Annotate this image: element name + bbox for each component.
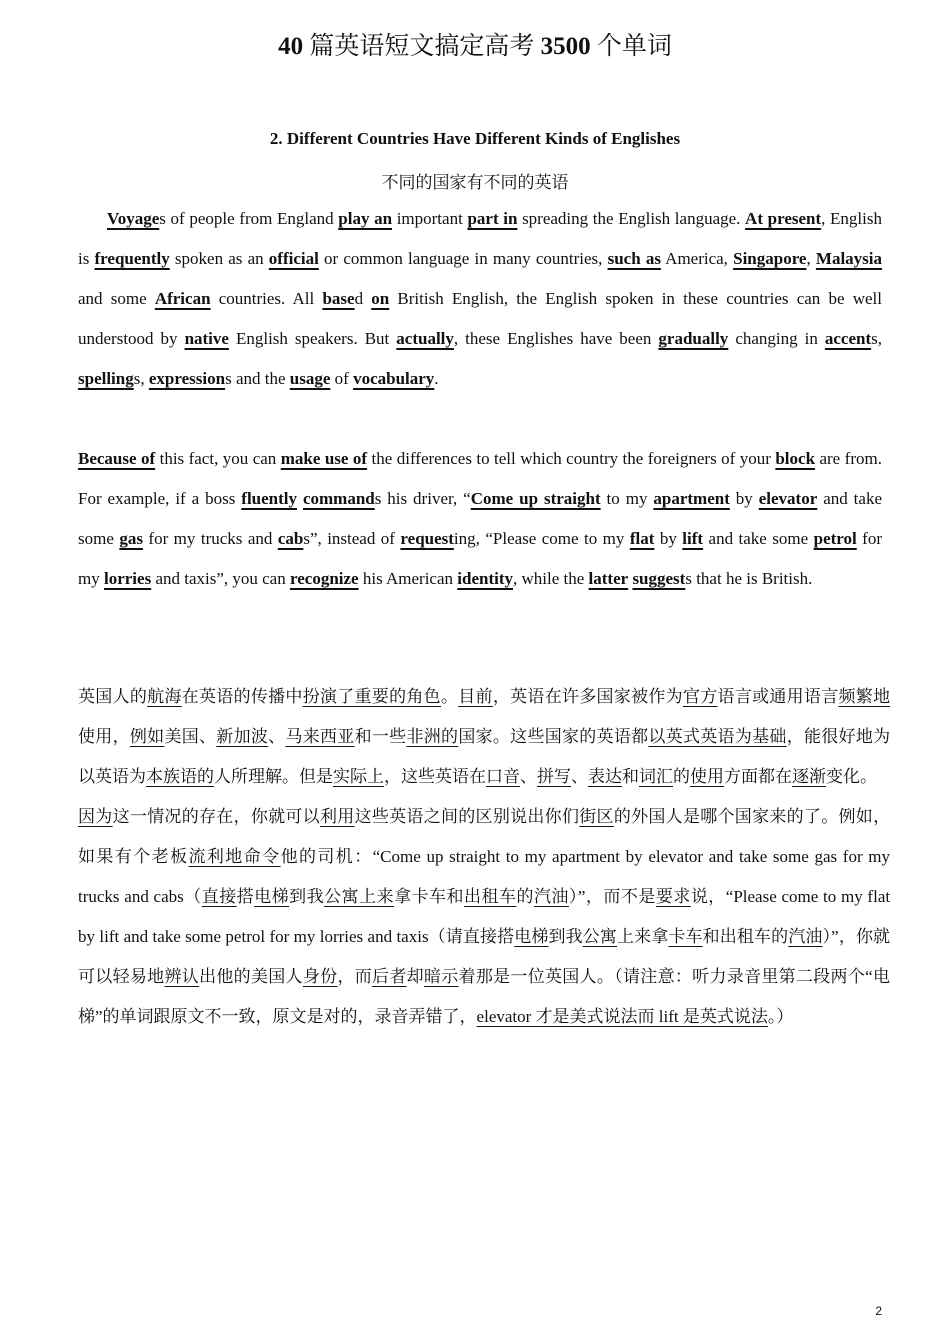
vocabulary-word: expression: [148, 369, 226, 388]
text-run: ，英语在许多国家被作为: [492, 687, 683, 706]
underlined-phrase: 要求: [655, 887, 691, 906]
vocabulary-word: Singapore: [733, 249, 807, 268]
underlined-phrase: 例如: [129, 727, 165, 746]
text-run: spreading the English language.: [517, 209, 746, 228]
underlined-phrase: 汽油: [533, 887, 569, 906]
text-run: and taxis”, you can: [151, 569, 290, 588]
vocabulary-word: cab: [277, 529, 304, 548]
text-run: his American: [358, 569, 458, 588]
vocabulary-word: flat: [629, 529, 655, 548]
text-run: 和: [622, 767, 639, 786]
underlined-phrase: 逐渐: [792, 767, 826, 786]
underlined-phrase: 出租车: [464, 887, 517, 906]
underlined-phrase: 以英式英语为基础: [648, 727, 787, 746]
underlined-phrase: 新加波: [216, 727, 269, 746]
text-run: 到我: [548, 927, 583, 946]
vocabulary-word: accent: [824, 329, 872, 348]
vocabulary-word: Because of: [78, 449, 156, 468]
underlined-phrase: 利用: [319, 807, 355, 826]
text-run: 搭: [236, 887, 255, 906]
vocabulary-word: request: [400, 529, 454, 548]
text-run: 英国人的: [78, 687, 148, 706]
underlined-phrase: 流利地命令: [188, 847, 281, 866]
vocabulary-word: lift: [682, 529, 704, 548]
underlined-phrase: 词汇: [639, 767, 673, 786]
text-run: 上来拿: [617, 927, 669, 946]
text-run: 变化。: [826, 767, 877, 786]
vocabulary-word: play an: [338, 209, 393, 228]
text-run: 在英语的传播中: [181, 687, 303, 706]
text-run: .: [434, 369, 439, 388]
text-run: s of people from England: [159, 209, 339, 228]
text-run: 却: [406, 967, 424, 986]
text-run: English speakers. But: [228, 329, 397, 348]
vocabulary-word: apartment: [653, 489, 730, 508]
english-paragraph-1: [78, 199, 882, 399]
underlined-phrase: 公寓上来: [324, 887, 395, 906]
vocabulary-word: frequently: [94, 249, 170, 268]
vocabulary-word: Malaysia: [815, 249, 883, 268]
text-run: for my trucks and: [142, 529, 278, 548]
text-run: 语言或通用语言: [717, 687, 839, 706]
underlined-phrase: 拼写: [537, 767, 571, 786]
underlined-phrase: 本族语的: [146, 767, 214, 786]
underlined-phrase: 后者: [372, 967, 407, 986]
text-run: spoken as an: [169, 249, 269, 268]
underlined-phrase: 暗示: [423, 967, 459, 986]
text-run: America,: [660, 249, 734, 268]
article-title-chinese: 不同的国家有不同的英语: [381, 173, 569, 192]
underlined-phrase: 电梯: [254, 887, 290, 906]
text-run: 到我: [289, 887, 325, 906]
underlined-phrase: 直接: [201, 887, 237, 906]
text-run: s,: [871, 329, 883, 348]
vocabulary-word: vocabulary: [353, 369, 435, 388]
text-run: 的: [673, 767, 690, 786]
text-run: British English, the English spoken in these countries can be well understood by: [78, 289, 882, 348]
text-run: 着那是一位英国人。（请注意：听力录音里第二段两个“电梯”的单词跟原文不一致，原文是对的，录音弄错了，: [78, 967, 890, 1026]
text-run: important: [392, 209, 468, 228]
text-run: ,: [806, 249, 816, 268]
vocabulary-word: petrol: [813, 529, 857, 548]
text-run: 说，“Please come to my flat by lift and take some petrol for my lorries and taxis（请直接搭: [78, 887, 891, 946]
underlined-phrase: 实际上: [333, 767, 384, 786]
vocabulary-word: latter: [588, 569, 629, 588]
text-run: 的: [516, 887, 534, 906]
underlined-phrase: 官方: [682, 687, 718, 706]
underlined-phrase: 口音: [486, 767, 520, 786]
text-run: the differences to tell which country the foreigners of your: [367, 449, 776, 468]
text-run: 这一情况的存在，你就可以: [112, 807, 320, 826]
text-run: , English is: [78, 209, 882, 268]
text-run: changing in: [728, 329, 825, 348]
underlined-phrase: 卡车: [668, 927, 703, 946]
vocabulary-word: recognize: [289, 569, 359, 588]
text-run: ，而: [337, 967, 373, 986]
text-run: s and the: [225, 369, 290, 388]
underlined-phrase: 辨认: [164, 967, 200, 986]
underlined-phrase: 汽油: [788, 927, 823, 946]
vocabulary-word: usage: [289, 369, 331, 388]
vocabulary-word: identity: [457, 569, 513, 588]
text-run: or common language in many countries,: [318, 249, 608, 268]
text-run: 。: [440, 687, 459, 706]
text-run: and take some: [78, 489, 882, 548]
document-title: 40 篇英语短文搞定高考 3500 个单词: [278, 33, 672, 60]
underlined-phrase: 马来西亚: [285, 727, 355, 746]
text-run: for my: [78, 529, 883, 588]
vocabulary-word: official: [268, 249, 319, 268]
text-run: 人所理解。但是: [214, 767, 333, 786]
text-run: 拿卡车和: [394, 887, 464, 906]
vocabulary-word: command: [302, 489, 375, 508]
underlined-phrase: 扮演了重要的角色: [302, 687, 441, 706]
text-run: , while the: [513, 569, 589, 588]
underlined-phrase: 身份: [302, 967, 338, 986]
text-run: 。）: [767, 1007, 794, 1026]
english-paragraph-2: [78, 439, 882, 599]
text-run: , these Englishes have been: [453, 329, 659, 348]
text-run: 他的司机：“Come up straight to my apartment by elevator and take some gas for my trucks and cabs（: [78, 847, 891, 906]
text-run: and take some: [703, 529, 814, 548]
text-run: ing, “Please come to my: [453, 529, 630, 548]
article-title: 2. Different Countries Have Different Kinds of Englishes: [269, 129, 681, 148]
text-run: by: [654, 529, 683, 548]
text-run: d: [354, 289, 372, 308]
vocabulary-word: block: [775, 449, 816, 468]
vocabulary-word: Come up straight: [470, 489, 601, 508]
vocabulary-word: native: [184, 329, 229, 348]
underlined-phrase: 频繁地: [838, 687, 891, 706]
text-run: 的外国人是哪个国家来的了。例如，如果有个老板: [78, 807, 891, 866]
underlined-phrase: 非洲的: [406, 727, 459, 746]
underlined-phrase: 航海: [147, 687, 182, 706]
text-run: and some: [78, 289, 155, 308]
text-run: 和出租车的: [702, 927, 789, 946]
vocabulary-word: such as: [607, 249, 661, 268]
vocabulary-word: actually: [396, 329, 454, 348]
underlined-phrase: 因为: [78, 807, 113, 826]
text-run: 这些英语之间的区别说出你们: [354, 807, 580, 826]
text-run: 和一些: [354, 727, 407, 746]
underlined-phrase: 使用: [690, 767, 724, 786]
vocabulary-word: African: [154, 289, 211, 308]
vocabulary-word: base: [322, 289, 355, 308]
vocabulary-word: make use of: [280, 449, 368, 468]
vocabulary-word: Voyage: [107, 209, 160, 228]
text-run: s that he is British.: [685, 569, 813, 588]
text-run: ，这些英语在: [384, 767, 486, 786]
text-run: ）”，你就可以轻易地: [78, 927, 891, 986]
vocabulary-word: gradually: [658, 329, 729, 348]
text-run: 、: [571, 767, 588, 786]
vocabulary-word: fluently: [241, 489, 298, 508]
text-run: s,: [133, 369, 149, 388]
text-run: this fact, you can: [155, 449, 281, 468]
vocabulary-word: spelling: [78, 369, 134, 388]
underlined-phrase: 表达: [588, 767, 622, 786]
underlined-phrase: 电梯: [514, 927, 549, 946]
text-run: 出他的美国人: [199, 967, 303, 986]
underlined-phrase: 目前: [458, 687, 493, 706]
text-run: 方面都在: [724, 767, 792, 786]
underlined-phrase: 街区: [579, 807, 614, 826]
text-run: 、: [520, 767, 537, 786]
vocabulary-word: gas: [119, 529, 143, 548]
text-run: ，能很好地为以英语为: [78, 727, 891, 786]
text-run: s”, instead of: [303, 529, 401, 548]
text-run: by: [729, 489, 759, 508]
page-number: 2: [875, 1304, 882, 1318]
vocabulary-word: lorries: [103, 569, 152, 588]
chinese-paragraph-2: [78, 797, 890, 1037]
vocabulary-word: suggest: [632, 569, 686, 588]
text-run: 美国、: [164, 727, 217, 746]
text-run: to my: [600, 489, 654, 508]
text-run: 使用，: [78, 727, 130, 746]
text-run: countries. All: [210, 289, 323, 308]
text-run: s his driver, “: [374, 489, 471, 508]
text-run: are from. For example, if a boss: [78, 449, 882, 508]
text-run: ）”，而不是: [568, 887, 656, 906]
vocabulary-word: part in: [467, 209, 518, 228]
vocabulary-word: elevator: [758, 489, 818, 508]
underlined-phrase: 公寓: [582, 927, 618, 946]
chinese-paragraph-1: [78, 677, 890, 797]
underlined-phrase: elevator 才是美式说法而 lift 是英式说法: [476, 1007, 768, 1026]
vocabulary-word: on: [371, 289, 390, 308]
text-run: of: [330, 369, 354, 388]
text-run: 国家。这些国家的英语都: [458, 727, 649, 746]
vocabulary-word: At present: [745, 209, 822, 228]
text-run: 、: [268, 727, 286, 746]
